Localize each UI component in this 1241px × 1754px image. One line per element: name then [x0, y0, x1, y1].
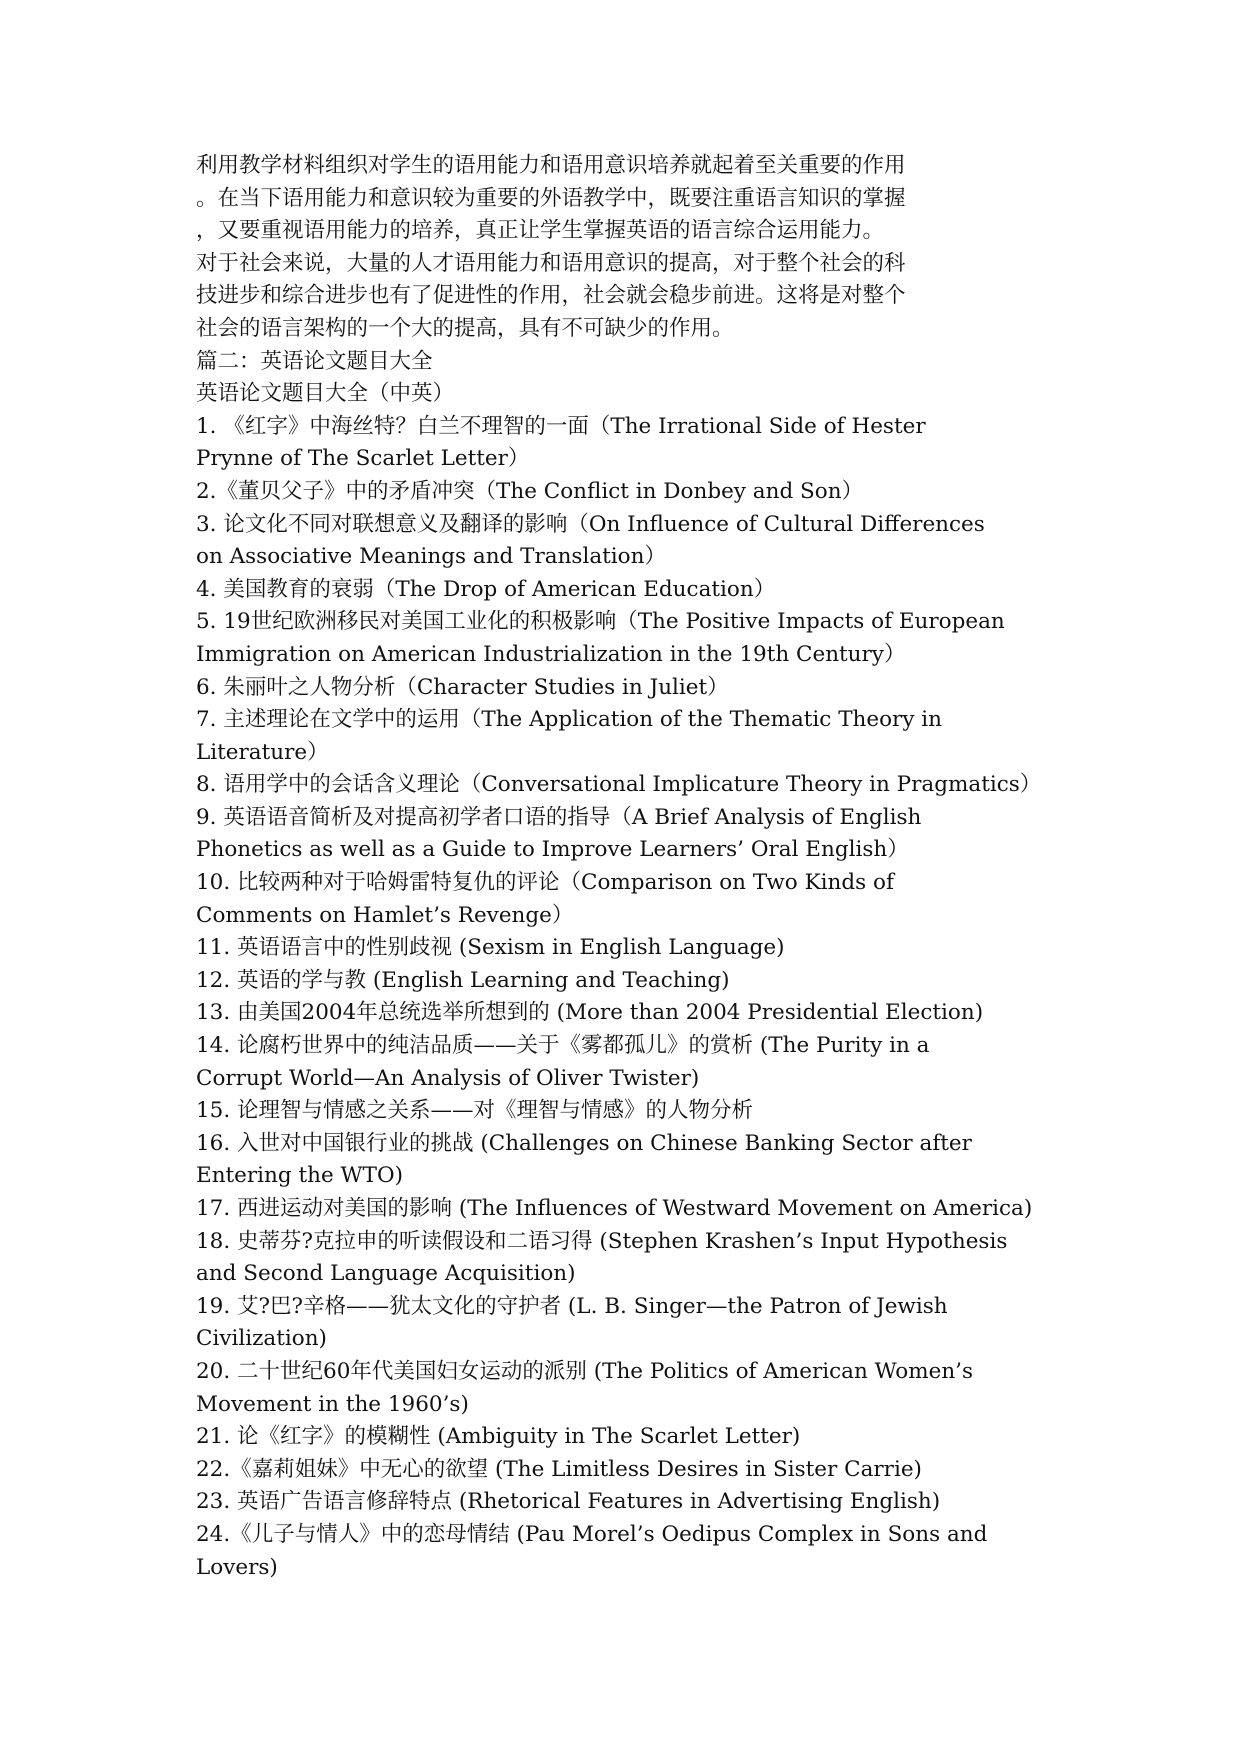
- text-line: 4. 美国教育的衰弱（The Drop of American Education）: [196, 576, 776, 602]
- text-line: 15. 论理智与情感之关系——对《理智与情感》的人物分析: [196, 1098, 754, 1124]
- text-line: ，又要重视语用能力的培养，真正让学生掌握英语的语言综合运用能力。: [196, 218, 885, 244]
- text-line: and Second Language Acquisition): [196, 1261, 576, 1287]
- text-line: 5. 19世纪欧洲移民对美国工业化的积极影响（The Positive Impacts of European: [196, 609, 1005, 635]
- text-line: Literature）: [196, 739, 329, 765]
- text-line: 23. 英语广告语言修辞特点 (Rhetorical Features in Advertising English): [196, 1489, 941, 1515]
- text-line: 19. 艾?巴?辛格——犹太文化的守护者 (L. B. Singer—the Patron of Jewish: [196, 1293, 948, 1319]
- text-line: 篇二：英语论文题目大全: [196, 348, 433, 374]
- text-line: 6. 朱丽叶之人物分析（Character Studies in Juliet）: [196, 674, 729, 700]
- text-line: 3. 论文化不同对联想意义及翻译的影响（On Influence of Cultural Differences: [196, 511, 985, 537]
- text-line: 1. 《红字》中海丝特？白兰不理智的一面（The Irrational Side of Hester: [196, 413, 926, 439]
- document-body: [196, 150, 1056, 1584]
- text-line: 12. 英语的学与教 (English Learning and Teaching): [196, 967, 730, 993]
- text-line: Comments on Hamlet’s Revenge）: [196, 902, 574, 928]
- text-line: 社会的语言架构的一个大的提高，具有不可缺少的作用。: [196, 315, 734, 341]
- text-line: 8. 语用学中的会话含义理论（Conversational Implicature Theory in Pragmatics）: [196, 772, 1042, 798]
- text-line: on Associative Meanings and Translation）: [196, 544, 666, 570]
- text-line: 13. 由美国2004年总统选举所想到的 (More than 2004 Presidential Election): [196, 1000, 984, 1026]
- text-line: 16. 入世对中国银行业的挑战 (Challenges on Chinese Banking Sector after: [196, 1130, 972, 1156]
- text-line: 。在当下语用能力和意识较为重要的外语教学中，既要注重语言知识的掌握: [196, 185, 906, 211]
- text-line: 20. 二十世纪60年代美国妇女运动的派别 (The Politics of American Women’s: [196, 1358, 974, 1384]
- text-line: 2.《董贝父子》中的矛盾冲突（The Conflict in Donbey and Son）: [196, 478, 864, 504]
- text-line: 7. 主述理论在文学中的运用（The Application of the Thematic Theory in: [196, 707, 943, 733]
- text-line: 11. 英语语言中的性别歧视 (Sexism in English Language): [196, 935, 785, 961]
- text-line: 利用教学材料组织对学生的语用能力和语用意识培养就起着至关重要的作用: [196, 153, 906, 178]
- text-line: 24.《儿子与情人》中的恋母情结 (Pau Morel’s Oedipus Complex in Sons and: [196, 1521, 988, 1547]
- text-line: 22.《嘉莉姐妹》中无心的欲望 (The Limitless Desires in Sister Carrie): [196, 1456, 922, 1482]
- text-line: 17. 西进运动对美国的影响 (The Influences of Westward Movement on America): [196, 1196, 1033, 1221]
- text-line: 9. 英语语音简析及对提高初学者口语的指导（A Brief Analysis of English: [196, 804, 922, 830]
- text-line: 技进步和综合进步也有了促进性的作用，社会就会稳步前进。这将是对整个: [196, 283, 906, 309]
- text-line: Civilization): [196, 1326, 327, 1352]
- text-line: 10. 比较两种对于哈姆雷特复仇的评论（Comparison on Two Kinds of: [196, 870, 894, 896]
- text-line: Movement in the 1960’s): [196, 1391, 469, 1417]
- text-line: Phonetics as well as a Guide to Improve Learners’ Oral English）: [196, 837, 909, 863]
- text-line: 21. 论《红字》的模糊性 (Ambiguity in The Scarlet Letter): [196, 1424, 801, 1450]
- text-line: Prynne of The Scarlet Letter）: [196, 446, 530, 472]
- text-line: Immigration on American Industrialization in the 19th Century）: [196, 641, 906, 667]
- text-line: 对于社会来说，大量的人才语用能力和语用意识的提高，对于整个社会的科: [196, 250, 906, 276]
- text-line: 18. 史蒂芬?克拉申的听读假设和二语习得 (Stephen Krashen’s Input Hypothesis: [196, 1228, 1008, 1254]
- text-line: 英语论文题目大全（中英）: [196, 381, 455, 407]
- text-line: 14. 论腐朽世界中的纯洁品质——关于《雾都孤儿》的赏析 (The Purity in a: [196, 1033, 930, 1059]
- text-line: Entering the WTO): [196, 1163, 404, 1189]
- text-line: Lovers): [196, 1554, 278, 1580]
- text-line: Corrupt World—An Analysis of Oliver Twister): [196, 1065, 700, 1091]
